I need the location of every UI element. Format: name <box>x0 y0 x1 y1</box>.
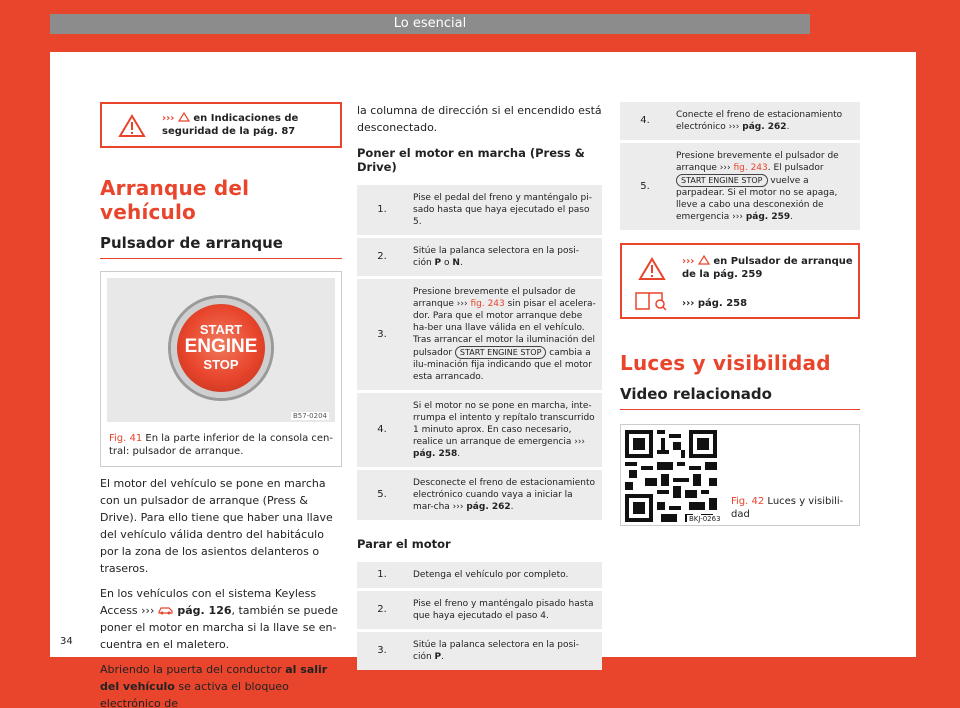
step-text: Detenga el vehículo por completo. <box>407 562 602 588</box>
paragraph-door <box>100 661 342 708</box>
button-text-stop: STOP <box>203 357 239 372</box>
keyless-text-start: En los vehículos con el sistema Keyless Access ››› <box>100 587 317 617</box>
button-text-engine: ENGINE <box>184 336 258 357</box>
safety-warning-label: en Indicaciones de seguridad de la pág. 87 <box>162 113 299 137</box>
step-text: Conecte el freno de estacionamiento electrónico ››› pág. 262. <box>670 102 860 140</box>
section-title-arranque: Arranque del vehículo <box>100 176 250 224</box>
keyless-text-end: , también se puede poner el motor en marcha si la llave se en-cuentra en el maletero. <box>100 604 339 651</box>
step-number: 1. <box>357 185 407 235</box>
warning-triangle-small-icon <box>698 255 710 265</box>
fig-243-link[interactable]: fig. 243 <box>470 299 505 309</box>
step-text: Si el motor no se pone en marcha, inte-rrumpa el intento y repítalo transcurrido 1 minuto aprox. En caso necesario, realice un arranque de emergencia ››› pág. 258. <box>407 393 602 467</box>
column-1 <box>100 102 342 708</box>
page-262-link[interactable]: pág. 262 <box>742 122 787 132</box>
step-text: Pise el freno y manténgalo pisado hasta que haya ejecutado el paso 4. <box>407 591 602 629</box>
step-text: Sitúe la palanca selectora en la posi-ción P o N. <box>407 238 602 276</box>
engine-note-line2[interactable]: ››› pág. 258 <box>682 298 748 309</box>
figure-code: BKJ-0263 <box>689 515 721 523</box>
start-button-photo <box>107 278 335 422</box>
figure-caption <box>101 428 341 466</box>
page <box>50 52 916 708</box>
engine-warning-text: en Pulsador de arranque de la pág. 259 <box>682 256 853 280</box>
table-row <box>357 185 602 235</box>
table-row <box>357 562 602 588</box>
step-text: Sitúe la palanca selectora en la posi-ción P. <box>407 632 602 670</box>
page-258-link[interactable]: pág. 258 <box>413 449 458 459</box>
stop-engine-steps <box>357 559 602 673</box>
paragraph-steering-lock: la columna de dirección si el encendido está desconectado. <box>357 104 602 134</box>
warning-triangle-icon <box>638 257 666 281</box>
warning-triangle-small-icon <box>178 112 190 122</box>
safety-warning-text[interactable] <box>162 112 334 138</box>
step-number: 4. <box>357 393 407 467</box>
start-engine-stop-button-image <box>171 298 271 398</box>
column-2 <box>357 102 602 673</box>
subsection-title-pulsador: Pulsador de arranque <box>100 234 342 259</box>
step-number: 3. <box>357 632 407 670</box>
table-row <box>620 102 860 140</box>
start-engine-title: Poner el motor en marcha (Press & Drive) <box>357 146 585 174</box>
step-number: 4. <box>620 102 670 140</box>
warning-triangle-icon <box>118 114 146 138</box>
step-text: Desconecte el freno de estacionamiento electrónico cuando vaya a iniciar la mar-cha ››› pág. 262. <box>407 470 602 520</box>
engine-warning-line1[interactable] <box>682 255 858 281</box>
column-3 <box>620 102 860 526</box>
header-title: Lo esencial <box>393 16 467 31</box>
fig-243-link[interactable]: fig. 243 <box>733 163 768 173</box>
table-row <box>357 632 602 670</box>
figure-label: Fig. 42 <box>731 496 765 507</box>
step-number: 3. <box>357 279 407 390</box>
stop-engine-steps-continued <box>620 99 860 233</box>
page-number: 34 <box>60 636 73 647</box>
step-number: 1. <box>357 562 407 588</box>
table-row <box>357 591 602 629</box>
step-text: Presione brevemente el pulsador de arranque ››› fig. 243 sin pisar el acelera-dor. Para que el motor arranque debe ha-ber una llave válida en el vehículo. Tras arrancar el motor la iluminación del pulsador START ENGINE STOP cambia a ilu-minación fija indicando que el motor esta arrancado. <box>407 279 602 390</box>
section-title-luces: Luces y visibilidad <box>620 351 831 375</box>
figure-42 <box>620 424 860 526</box>
page-259-link[interactable]: pág. 259 <box>745 212 791 222</box>
page-262-link[interactable]: pág. 262 <box>466 502 511 512</box>
engine-warning-box <box>620 243 860 319</box>
table-row <box>357 470 602 520</box>
figure-label: Fig. 41 <box>109 433 143 444</box>
table-row <box>357 238 602 276</box>
chevron-ref-icon: ››› <box>682 256 695 267</box>
figure-caption-text: En la parte inferior de la consola cen-tral: pulsador de arranque. <box>109 433 333 457</box>
qr-code-image[interactable] <box>625 429 717 523</box>
door-text-end: se activa el bloqueo electrónico de <box>100 680 289 708</box>
door-text-bold: al salir del vehículo <box>100 663 328 693</box>
step-text: Presione brevemente el pulsador de arranque ››› fig. 243. El pulsador START ENGINE STOP vuelve a parpadear. Si el motor no se apaga, lleve a cabo una desconexión de emergencia ››› pág. 259. <box>670 143 860 230</box>
header-bar <box>50 14 810 34</box>
step-text: Pise el pedal del freno y manténgalo pi-sado hasta que haya ejecutado el paso 5. <box>407 185 602 235</box>
start-engine-steps <box>357 182 602 523</box>
figure-code: B57-0204 <box>292 412 327 420</box>
stop-engine-title: Parar el motor <box>357 537 451 551</box>
start-engine-stop-key: START ENGINE STOP <box>676 174 768 187</box>
book-magnifier-icon <box>634 289 668 311</box>
step-number: 2. <box>357 591 407 629</box>
start-engine-stop-key: START ENGINE STOP <box>455 346 547 359</box>
figure-caption-text: Luces y visibili-dad <box>731 496 844 520</box>
keyless-page-ref[interactable]: pág. 126 <box>177 604 232 617</box>
figure-caption <box>731 495 851 521</box>
figure-41 <box>100 271 342 467</box>
step-number: 5. <box>357 470 407 520</box>
subsection-title-video: Video relacionado <box>620 385 860 410</box>
table-row <box>357 279 602 390</box>
table-row <box>620 143 860 230</box>
button-text-start: START <box>199 322 243 337</box>
paragraph-keyless <box>100 585 342 653</box>
table-row <box>357 393 602 467</box>
step-number: 5. <box>620 143 670 230</box>
step-number: 2. <box>357 238 407 276</box>
door-text-start: Abriendo la puerta del conductor <box>100 663 282 676</box>
paragraph-press-drive: El motor del vehículo se pone en marcha con un pulsador de arranque (Press & Drive). Para ello tiene que haber una llave del vehículo válida dentro del habitáculo por la zona de los asientos delanteros o traseros. <box>100 477 333 575</box>
chevron-ref-icon: ››› <box>162 113 175 124</box>
car-key-icon <box>158 604 174 615</box>
safety-warning-box <box>100 102 342 148</box>
